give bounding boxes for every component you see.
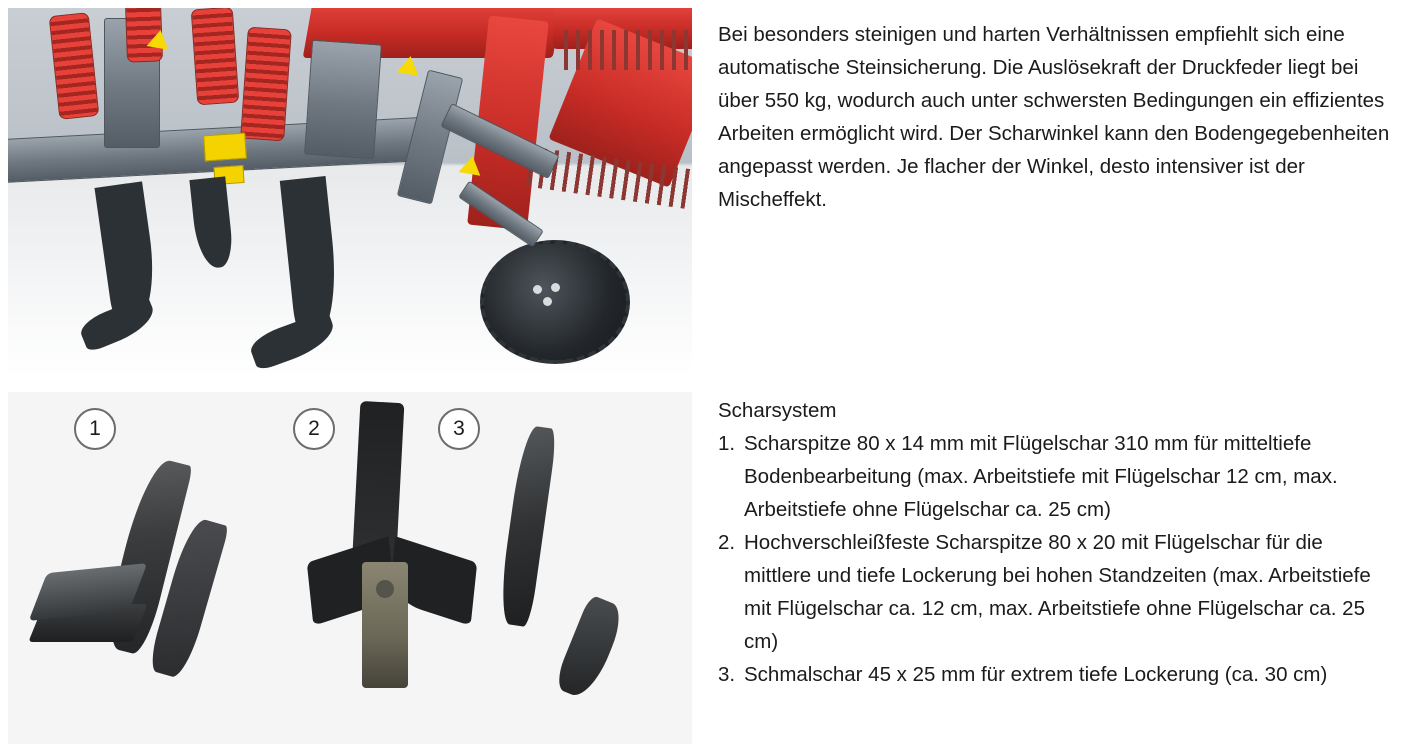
shares-item-number-3: 3. — [718, 663, 736, 686]
disc-hole-group — [533, 283, 577, 307]
callout-2: 2 — [293, 408, 335, 450]
share-2-bolt — [376, 580, 394, 598]
shares-item-text-2: Hochverschleißfeste Scharspitze 80 x 20 mit Flügelschar für die mittlere und tiefe Lockerung bei hohen Standzeiten (max. Arbeitstiefe mit Flügelschar ca. 12 cm, max. Arbeitstiefe ohne Flügelschar ca. 25 cm) — [744, 531, 1371, 653]
callout-3: 3 — [438, 408, 480, 450]
frame-upright-mid — [304, 40, 382, 160]
machine-photo — [8, 8, 692, 376]
harrow-tine-row-top — [564, 30, 692, 70]
shares-list — [718, 427, 1390, 691]
shares-item-number-1: 1. — [718, 432, 736, 455]
shares-item-text-1: Scharspitze 80 x 14 mm mit Flügelschar 310 mm für mitteltiefe Bodenbearbeitung (max. Arbeitstiefe mit Flügelschar 12 cm, max. Arbeitstiefe ohne Flügelschar ca. 25 cm) — [744, 432, 1338, 521]
concave-disc — [480, 240, 630, 364]
pressure-spring-2 — [191, 8, 240, 105]
shares-list-item-3 — [718, 658, 1390, 691]
warning-triangle-2 — [397, 54, 422, 76]
callout-1: 1 — [74, 408, 116, 450]
shares-section — [718, 394, 1390, 691]
warning-triangle-1 — [147, 28, 172, 50]
shares-heading: Scharsystem — [718, 399, 837, 422]
shares-item-number-2: 2. — [718, 531, 736, 554]
shares-list-item-1 — [718, 427, 1390, 526]
intro-paragraph: Bei besonders steinigen und harten Verhältnissen empfiehlt sich eine automatische Steinsicherung. Die Auslösekraft der Druckfeder liegt bei über 550 kg, wodurch auch unter schwersten Bedingungen ein effizientes Arbeiten ermöglicht wird. Der Scharwinkel kann den Bodengegebenheiten angepasst werden. Je flacher der Winkel, desto intensiver ist der Mischeffekt. — [718, 23, 1390, 211]
pressure-spring-3 — [240, 27, 292, 142]
shares-list-item-2 — [718, 526, 1390, 658]
image-column — [8, 8, 692, 744]
text-column — [718, 18, 1400, 686]
warning-triangle-3 — [459, 154, 484, 176]
shares-item-text-3: Schmalschar 45 x 25 mm für extrem tiefe Lockerung (ca. 30 cm) — [744, 663, 1328, 686]
warning-plate-left — [203, 133, 247, 162]
shares-photo — [8, 392, 692, 744]
